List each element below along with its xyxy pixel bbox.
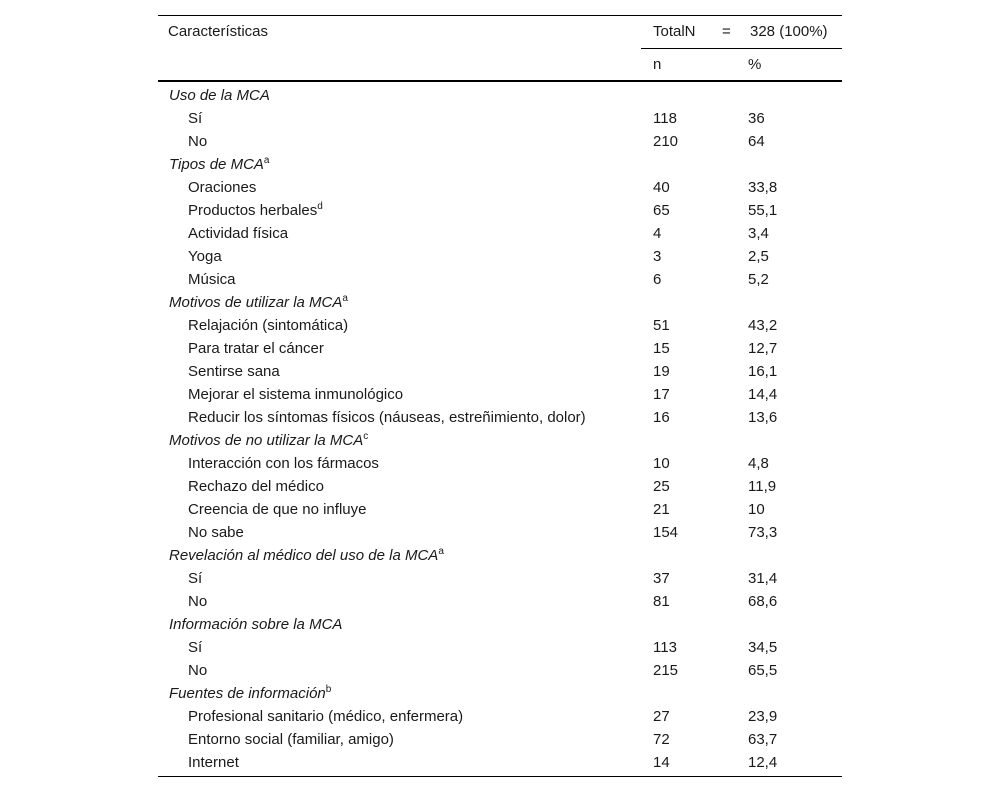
row-label: [188, 751, 239, 774]
label-text: Sí: [188, 639, 203, 656]
table-row: [158, 590, 842, 613]
percent-cell: 68,6: [748, 593, 778, 610]
table-row: [158, 498, 842, 521]
row-label: [188, 130, 207, 153]
row-label: [188, 406, 586, 429]
table-row: [158, 199, 842, 222]
footnote-marker: a: [342, 293, 348, 304]
label-text: Fuentes de información: [169, 685, 326, 702]
count-cell: 40: [653, 179, 670, 196]
table-row: [158, 728, 842, 751]
percent-cell: 16,1: [748, 363, 778, 380]
header-characteristics: Características: [168, 23, 269, 40]
label-text: Información sobre la MCA: [169, 616, 343, 633]
table-group-row: [158, 682, 842, 705]
label-text: Yoga: [188, 248, 222, 265]
count-cell: 27: [653, 708, 670, 725]
header-equals: =: [722, 23, 731, 40]
label-text: Oraciones: [188, 179, 257, 196]
count-cell: 4: [653, 225, 662, 242]
header-n: n: [653, 56, 662, 73]
table-top-rule: [158, 15, 842, 16]
table-row: [158, 567, 842, 590]
label-text: Uso de la MCA: [169, 87, 270, 104]
label-text: Motivos de utilizar la MCA: [169, 294, 343, 311]
label-text: Reducir los síntomas físicos (náuseas, estreñimiento, dolor): [188, 409, 586, 426]
label-text: No sabe: [188, 524, 244, 541]
header-percent: %: [748, 56, 762, 73]
table-row: [158, 383, 842, 406]
row-label: [188, 245, 222, 268]
percent-cell: 36: [748, 110, 765, 127]
row-label: [188, 498, 366, 521]
percent-cell: 2,5: [748, 248, 769, 265]
row-label: [188, 475, 324, 498]
percent-cell: 34,5: [748, 639, 778, 656]
label-text: Rechazo del médico: [188, 478, 324, 495]
count-cell: 10: [653, 455, 670, 472]
label-text: Motivos de no utilizar la MCA: [169, 432, 364, 449]
percent-cell: 5,2: [748, 271, 769, 288]
percent-cell: 4,8: [748, 455, 769, 472]
footnote-marker: a: [263, 155, 270, 166]
header-total-n: TotalN: [653, 23, 696, 40]
count-cell: 51: [653, 317, 670, 334]
table-row: [158, 475, 842, 498]
count-cell: 154: [653, 524, 679, 541]
count-cell: 72: [653, 731, 670, 748]
percent-cell: 31,4: [748, 570, 778, 587]
row-label: [188, 314, 348, 337]
percent-cell: 33,8: [748, 179, 778, 196]
header-bottom-rule: [158, 80, 842, 82]
label-text: Internet: [188, 754, 239, 771]
table-row: [158, 452, 842, 475]
label-text: Revelación al médico del uso de la MCA: [169, 547, 439, 564]
table-row: [158, 751, 842, 774]
row-label: [188, 360, 280, 383]
row-label: [188, 728, 394, 751]
table-row: [158, 268, 842, 291]
table-group-row: [158, 153, 842, 176]
table-row: [158, 521, 842, 544]
row-label: [188, 521, 244, 544]
table-row: [158, 107, 842, 130]
label-text: Creencia de que no influye: [188, 501, 367, 518]
label-text: No: [188, 593, 208, 610]
percent-cell: 14,4: [748, 386, 778, 403]
row-label: [188, 199, 323, 222]
label-text: Relajación (sintomática): [188, 317, 349, 334]
table-row: [158, 705, 842, 728]
label-text: Actividad física: [188, 225, 289, 242]
row-label: [188, 268, 236, 291]
row-label: [188, 636, 202, 659]
count-cell: 14: [653, 754, 670, 771]
percent-cell: 55,1: [748, 202, 778, 219]
count-cell: 37: [653, 570, 670, 587]
table-group-row: [158, 544, 842, 567]
footnote-marker: b: [325, 684, 332, 695]
percent-cell: 73,3: [748, 524, 778, 541]
row-label: [188, 107, 202, 130]
header-sub-rule: [641, 48, 842, 49]
label-text: No: [188, 662, 208, 679]
count-cell: 118: [653, 110, 677, 127]
table-row: [158, 360, 842, 383]
count-cell: 113: [653, 639, 677, 656]
label-text: Mejorar el sistema inmunológico: [188, 386, 404, 403]
percent-cell: 13,6: [748, 409, 778, 426]
percent-cell: 12,4: [748, 754, 778, 771]
percent-cell: 63,7: [748, 731, 778, 748]
footnote-marker: d: [317, 201, 323, 212]
table-bottom-rule: [158, 776, 842, 777]
table-row: [158, 636, 842, 659]
label-text: Para tratar el cáncer: [188, 340, 324, 357]
table-body: [158, 84, 842, 774]
percent-cell: 11,9: [748, 478, 777, 495]
percent-cell: 23,9: [748, 708, 778, 725]
table-group-row: [158, 429, 842, 452]
count-cell: 17: [653, 386, 670, 403]
row-label: [188, 176, 256, 199]
row-label: [188, 567, 202, 590]
row-label: [188, 705, 463, 728]
row-label: [188, 590, 207, 613]
percent-cell: 12,7: [748, 340, 778, 357]
table-row: [158, 222, 842, 245]
row-label: [188, 383, 403, 406]
group-label: [169, 682, 331, 705]
label-text: Interacción con los fármacos: [188, 455, 379, 472]
label-text: Productos herbales: [188, 202, 318, 219]
count-cell: 210: [653, 133, 679, 150]
count-cell: 16: [653, 409, 670, 426]
table-group-row: [158, 291, 842, 314]
group-label: [169, 429, 368, 452]
footnote-marker: c: [363, 431, 369, 442]
count-cell: 65: [653, 202, 670, 219]
table-row: [158, 406, 842, 429]
count-cell: 25: [653, 478, 670, 495]
table-row: [158, 245, 842, 268]
percent-cell: 43,2: [748, 317, 778, 334]
table-row: [158, 176, 842, 199]
label-text: Profesional sanitario (médico, enfermera): [188, 708, 464, 725]
percent-cell: 65,5: [748, 662, 778, 679]
group-label: [169, 84, 270, 107]
table-row: [158, 659, 842, 682]
row-label: [188, 337, 324, 360]
label-text: No: [188, 133, 208, 150]
label-text: Sentirse sana: [188, 363, 280, 380]
row-label: [188, 659, 207, 682]
count-cell: 19: [653, 363, 670, 380]
group-label: [169, 613, 342, 636]
group-label: [169, 544, 444, 567]
table-row: [158, 314, 842, 337]
table-row: [158, 130, 842, 153]
count-cell: 215: [653, 662, 679, 679]
label-text: Sí: [188, 570, 203, 587]
count-cell: 3: [653, 248, 662, 265]
header-total-value: 328 (100%): [750, 23, 828, 40]
table-group-row: [158, 84, 842, 107]
label-text: Música: [188, 271, 236, 288]
percent-cell: 64: [748, 133, 765, 150]
label-text: Tipos de MCA: [169, 156, 264, 173]
percent-cell: 10: [748, 501, 765, 518]
label-text: Entorno social (familiar, amigo): [188, 731, 394, 748]
row-label: [188, 222, 288, 245]
footnote-marker: a: [438, 546, 444, 557]
label-text: Sí: [188, 110, 203, 127]
percent-cell: 3,4: [748, 225, 769, 242]
count-cell: 15: [653, 340, 670, 357]
group-label: [169, 291, 348, 314]
count-cell: 21: [653, 501, 670, 518]
table-row: [158, 337, 842, 360]
count-cell: 81: [653, 593, 670, 610]
group-label: [169, 153, 269, 176]
count-cell: 6: [653, 271, 662, 288]
table-group-row: [158, 613, 842, 636]
row-label: [188, 452, 379, 475]
